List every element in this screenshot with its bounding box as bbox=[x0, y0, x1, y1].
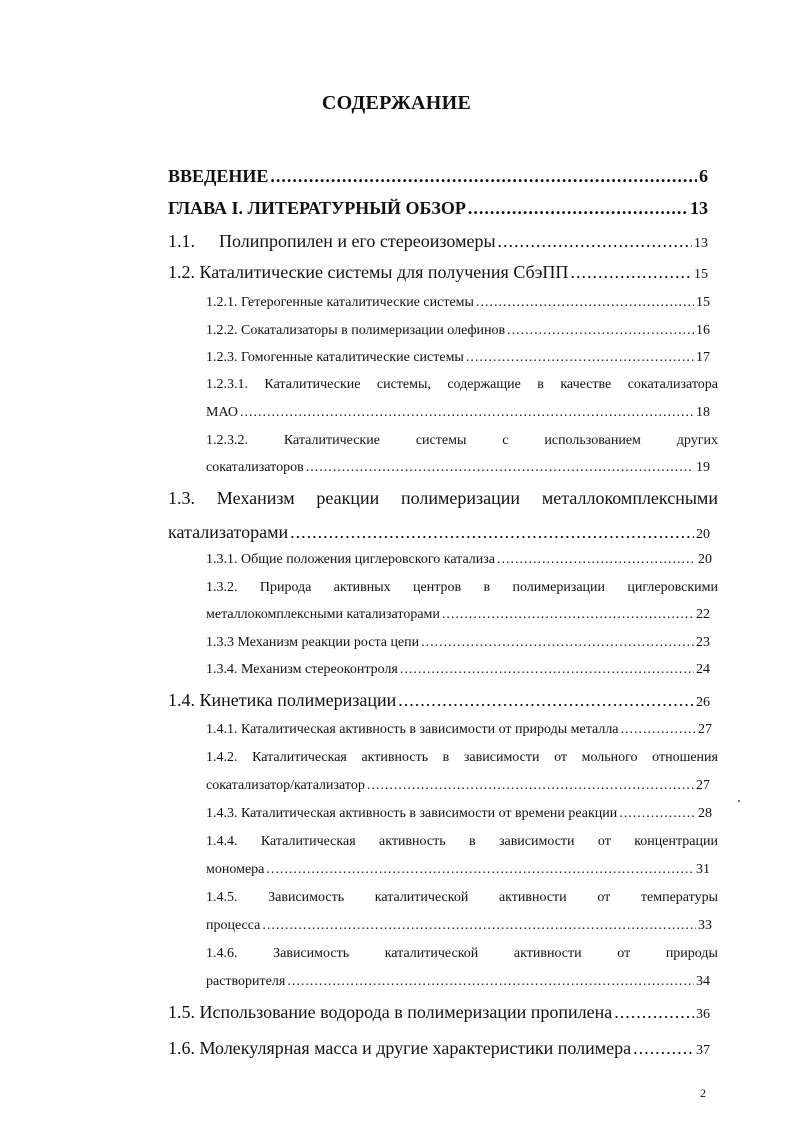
toc-entry-1-1[interactable] bbox=[168, 231, 708, 252]
toc-entry-1-4-4-line1[interactable] bbox=[206, 834, 718, 850]
toc-entry-label: 1.4.3. Каталитическая активность в зависимости от времени реакции bbox=[206, 806, 618, 821]
dot-leader bbox=[497, 552, 696, 568]
toc-word: содержащие bbox=[447, 377, 521, 392]
toc-word: 1.2.3.2. bbox=[206, 433, 248, 448]
toc-page-number: 20 bbox=[698, 552, 712, 567]
dot-leader bbox=[306, 460, 694, 476]
toc-entry-label: Полипропилен и его стереоизомеры bbox=[219, 231, 496, 251]
toc-word: металлокомплексными bbox=[541, 488, 718, 508]
toc-entry-1-2-3-1-line1[interactable] bbox=[206, 377, 718, 393]
toc-word: от bbox=[554, 750, 568, 765]
toc-entry-label: сокатализатор/катализатор bbox=[206, 778, 365, 793]
footer-page-number: 2 bbox=[700, 1086, 706, 1100]
toc-page-number: 34 bbox=[696, 974, 710, 989]
toc-entry-1-2-3-2-line1[interactable] bbox=[206, 433, 718, 449]
toc-word: Каталитические bbox=[283, 433, 380, 448]
toc-word: других bbox=[676, 433, 718, 448]
toc-page-number: 27 bbox=[698, 722, 712, 737]
toc-entry-1-4-6-line2[interactable] bbox=[206, 974, 710, 990]
toc-word: каталитической bbox=[374, 890, 469, 905]
toc-page-number: 37 bbox=[696, 1043, 710, 1058]
dot-leader bbox=[270, 166, 697, 187]
toc-entry-1-4-5-line2[interactable] bbox=[206, 918, 712, 934]
dot-leader bbox=[400, 662, 694, 678]
dot-leader bbox=[476, 295, 694, 311]
toc-entry-number: 1.1. bbox=[168, 231, 195, 251]
toc-entry-label: 1.5. Использование водорода в полимеризации пропилена bbox=[168, 1002, 613, 1022]
dot-leader bbox=[287, 974, 694, 990]
dot-leader bbox=[240, 405, 694, 421]
toc-word: температуры bbox=[640, 890, 718, 905]
toc-word: Каталитические bbox=[264, 377, 361, 392]
toc-word: концентрации bbox=[634, 834, 718, 849]
toc-word: 1.3.2. bbox=[206, 580, 238, 595]
toc-page-number: 16 bbox=[696, 323, 710, 338]
toc-entry-1-3-3[interactable] bbox=[206, 635, 710, 651]
toc-entry-1-4-2-line2[interactable] bbox=[206, 778, 710, 794]
toc-word: каталитической bbox=[384, 946, 479, 961]
dot-leader bbox=[570, 262, 692, 283]
page-title: СОДЕРЖАНИЕ bbox=[321, 92, 472, 114]
toc-entry-1-2-3-2-line2[interactable] bbox=[206, 460, 710, 476]
dot-leader bbox=[619, 806, 696, 822]
toc-word: активность bbox=[361, 750, 429, 765]
scan-speck bbox=[738, 800, 740, 802]
dot-leader bbox=[633, 1038, 694, 1059]
toc-entry-1-3-line2[interactable] bbox=[168, 522, 710, 543]
toc-word: мольного bbox=[581, 750, 638, 765]
toc-entry-1-2-2[interactable] bbox=[206, 323, 710, 339]
toc-entry-1-2-1[interactable] bbox=[206, 295, 710, 311]
toc-page-number: 28 bbox=[698, 806, 712, 821]
toc-word: Природа bbox=[259, 580, 312, 595]
toc-word: природы bbox=[665, 946, 718, 961]
dot-leader bbox=[442, 607, 694, 623]
dot-leader bbox=[290, 522, 694, 543]
dot-leader bbox=[468, 198, 688, 219]
toc-word: отношения bbox=[652, 750, 718, 765]
toc-page-number: 13 bbox=[690, 198, 708, 218]
toc-entry-1-2-3-1-line2[interactable] bbox=[206, 405, 710, 421]
toc-word: 1.4.2. bbox=[206, 750, 238, 765]
dot-leader bbox=[398, 690, 694, 711]
toc-entry-1-3-2-line1[interactable] bbox=[206, 580, 718, 596]
dot-leader bbox=[498, 231, 692, 252]
dot-leader bbox=[367, 778, 694, 794]
toc-word: реакции bbox=[316, 488, 380, 508]
toc-page-number: 15 bbox=[696, 295, 710, 310]
toc-entry-1-4-6-line1[interactable] bbox=[206, 946, 718, 962]
dot-leader bbox=[262, 918, 696, 934]
toc-word: в bbox=[468, 834, 476, 849]
toc-entry-1-3-line1[interactable] bbox=[168, 488, 718, 509]
toc-word: в bbox=[442, 750, 450, 765]
toc-word: 1.4.6. bbox=[206, 946, 238, 961]
toc-entry-1-2[interactable] bbox=[168, 262, 708, 283]
dot-leader bbox=[266, 862, 694, 878]
toc-word: Каталитическая bbox=[260, 834, 356, 849]
toc-page-number: 13 bbox=[694, 236, 708, 251]
toc-word: Механизм bbox=[216, 488, 295, 508]
toc-word: от bbox=[617, 946, 631, 961]
toc-page-number: 22 bbox=[696, 607, 710, 622]
toc-page-number: 24 bbox=[696, 662, 710, 677]
dot-leader bbox=[614, 1002, 694, 1023]
toc-page-number: 36 bbox=[696, 1007, 710, 1022]
toc-word: Зависимость bbox=[273, 946, 350, 961]
dot-leader bbox=[621, 722, 696, 738]
toc-entry-label: 1.2. Каталитические системы для получения СбэПП bbox=[168, 262, 569, 282]
toc-entry-label: растворителя bbox=[206, 974, 286, 989]
toc-word: активных bbox=[333, 580, 391, 595]
toc-page-number: 26 bbox=[696, 695, 710, 710]
toc-word: системы, bbox=[376, 377, 431, 392]
toc-entry-label: сокатализаторов bbox=[206, 460, 304, 475]
toc-word: системы bbox=[415, 433, 467, 448]
toc-word: 1.4.5. bbox=[206, 890, 238, 905]
toc-word: качестве bbox=[560, 377, 612, 392]
toc-word: от bbox=[597, 890, 611, 905]
toc-page-number: 19 bbox=[696, 460, 710, 475]
toc-entry-label: металлокомплексными катализаторами bbox=[206, 607, 440, 622]
toc-entry-1-4-3[interactable] bbox=[206, 806, 712, 822]
toc-word: зависимости bbox=[498, 834, 575, 849]
toc-entry-label: 1.3.1. Общие положения циглеровского катализа bbox=[206, 552, 496, 567]
toc-word: циглеровскими bbox=[627, 580, 718, 595]
toc-entry-label: 1.3.3 Механизм реакции роста цепи bbox=[206, 635, 420, 650]
toc-entry-1-2-3[interactable] bbox=[206, 350, 710, 366]
toc-word: от bbox=[597, 834, 611, 849]
toc-word: в bbox=[537, 377, 544, 392]
toc-page-number: 33 bbox=[698, 918, 712, 933]
toc-entry-label: ВВЕДЕНИЕ bbox=[168, 166, 269, 186]
toc-entry-label: 1.2.2. Сокатализаторы в полимеризации олефинов bbox=[206, 323, 506, 338]
toc-word: Каталитическая bbox=[252, 750, 347, 765]
toc-entry-label: 1.6. Молекулярная масса и другие характеристики полимера bbox=[168, 1038, 632, 1058]
toc-page-number: 27 bbox=[696, 778, 710, 793]
toc-entry-1-3-1[interactable] bbox=[206, 552, 712, 568]
toc-entry-intro[interactable] bbox=[168, 166, 708, 187]
toc-entry-label: мономера bbox=[206, 862, 265, 877]
toc-word: сокатализатора bbox=[627, 377, 718, 392]
toc-entry-label: 1.3.4. Механизм стереоконтроля bbox=[206, 662, 398, 677]
toc-entry-label: ГЛАВА I. ЛИТЕРАТУРНЫЙ ОБЗОР bbox=[168, 198, 466, 218]
dot-leader bbox=[507, 323, 694, 339]
toc-entry-label: 1.2.1. Гетерогенные каталитические системы bbox=[206, 295, 474, 310]
toc-word: с bbox=[502, 433, 509, 448]
toc-word: полимеризации bbox=[401, 488, 521, 508]
toc-entry-1-4-1[interactable] bbox=[206, 722, 712, 738]
toc-page-number: 15 bbox=[694, 267, 708, 282]
toc-entry-1-4[interactable] bbox=[168, 690, 710, 711]
toc-entry-label: катализаторами bbox=[168, 522, 289, 542]
toc-word: 1.4.4. bbox=[206, 834, 238, 849]
toc-entry-label: процесса bbox=[206, 918, 261, 933]
toc-word: 1.3. bbox=[168, 488, 195, 508]
toc-page-number: 20 bbox=[696, 527, 710, 542]
toc-page-number: 23 bbox=[696, 635, 710, 650]
toc-word: центров bbox=[413, 580, 462, 595]
toc-entry-1-3-4[interactable] bbox=[206, 662, 710, 678]
toc-word: 1.2.3.1. bbox=[206, 377, 248, 392]
toc-word: активность bbox=[379, 834, 446, 849]
dot-leader bbox=[466, 350, 694, 366]
toc-page-number: 31 bbox=[696, 862, 710, 877]
toc-entry-1-4-4-line2[interactable] bbox=[206, 862, 710, 878]
toc-word: Зависимость bbox=[268, 890, 345, 905]
toc-word: в bbox=[483, 580, 491, 595]
toc-entry-1-3-2-line2[interactable] bbox=[206, 607, 710, 623]
toc-entry-label: 1.4. Кинетика полимеризации bbox=[168, 690, 397, 710]
toc-entry-label: 1.2.3. Гомогенные каталитические системы bbox=[206, 350, 464, 365]
toc-page-number: 6 bbox=[699, 166, 708, 186]
toc-entry-chapter-1[interactable] bbox=[168, 198, 708, 219]
toc-word: использованием bbox=[544, 433, 641, 448]
toc-entry-1-4-5-line1[interactable] bbox=[206, 890, 718, 906]
toc-word: зависимости bbox=[463, 750, 540, 765]
toc-word: полимеризации bbox=[512, 580, 606, 595]
toc-entry-1-5[interactable] bbox=[168, 1002, 710, 1023]
dot-leader bbox=[421, 635, 694, 651]
toc-entry-1-4-2-line1[interactable] bbox=[206, 750, 718, 766]
toc-entry-1-6[interactable] bbox=[168, 1038, 710, 1059]
toc-word: активности bbox=[513, 946, 582, 961]
toc-page-number: 17 bbox=[696, 350, 710, 365]
toc-entry-label: 1.4.1. Каталитическая активность в зависимости от природы металла bbox=[206, 722, 619, 737]
toc-entry-label: МАО bbox=[206, 405, 238, 420]
toc-word: активности bbox=[498, 890, 567, 905]
toc-page-number: 18 bbox=[696, 405, 710, 420]
